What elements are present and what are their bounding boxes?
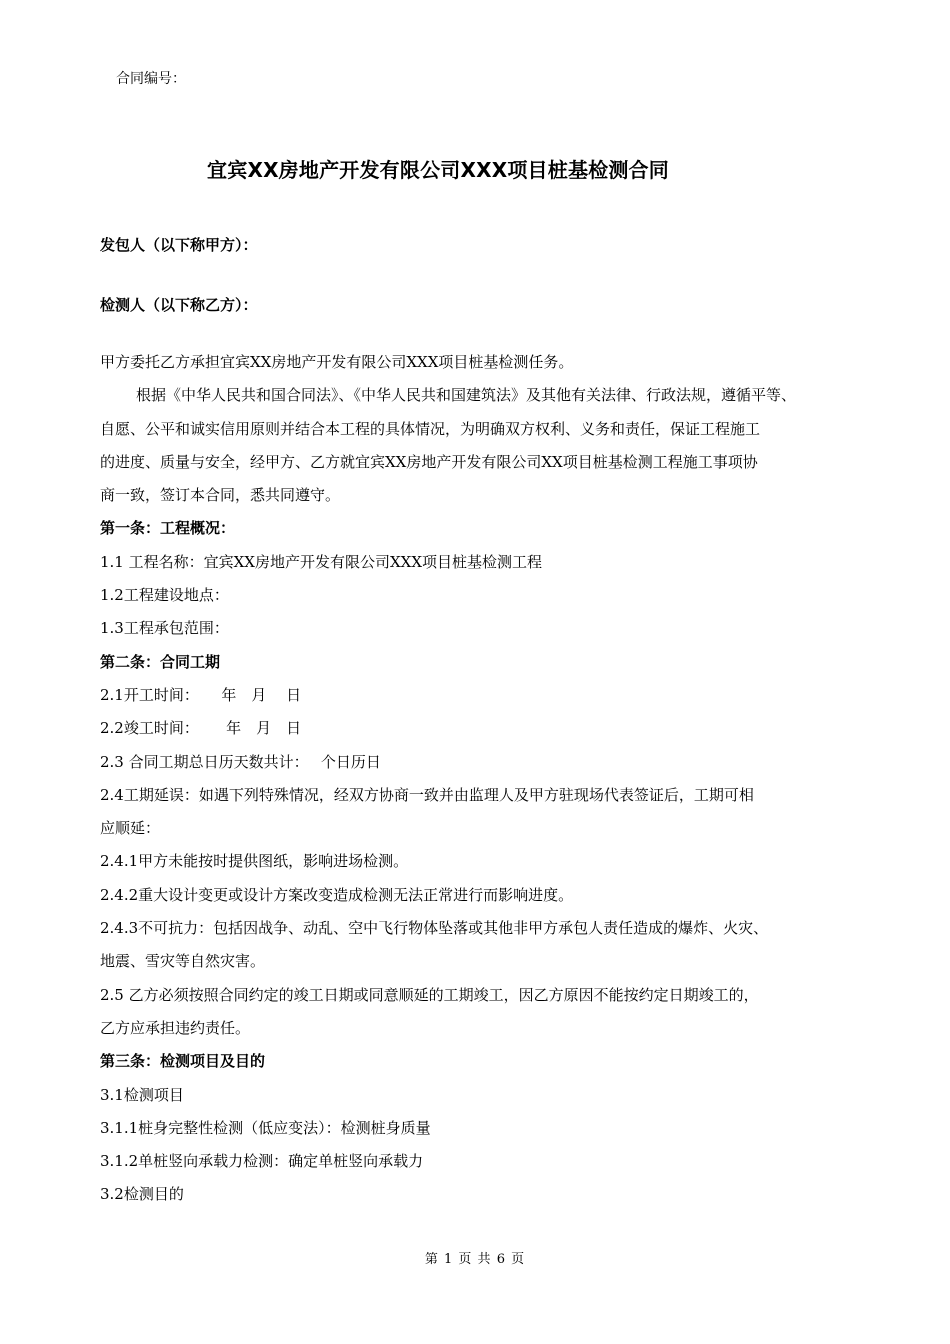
section-heading: 第三条：检测项目及目的 bbox=[100, 1052, 266, 1071]
body-line: 的进度、质量与安全，经甲方、乙方就宜宾XX房地产开发有限公司XX项目桩基检测工程施工事项协 bbox=[100, 452, 758, 471]
body-line: 商一致，签订本合同，悉共同遵守。 bbox=[100, 486, 341, 505]
body-line: 2.4.3不可抗力：包括因战争、动乱、空中飞行物体坠落或其他非甲方承包人责任造成的爆炸、火灾、 bbox=[100, 919, 769, 938]
body-line: 3.1.2单桩竖向承载力检测：确定单桩竖向承载力 bbox=[100, 1152, 424, 1171]
body-line: 1.3工程承包范围： bbox=[100, 619, 229, 638]
body-line: 2.2竣工时间： 年 月 日 bbox=[100, 719, 302, 738]
contract-number-label: 合同编号： bbox=[116, 71, 186, 87]
body-line: 地震、雪灾等自然灾害。 bbox=[100, 952, 266, 971]
page-footer: 第 1 页 共 6 页 bbox=[424, 1252, 526, 1267]
body-line: 2.4工期延误：如遇下列特殊情况，经双方协商一致并由监理人及甲方驻现场代表签证后，工期可相 bbox=[100, 785, 754, 804]
body-line: 2.5 乙方必须按照合同约定的竣工日期或同意顺延的工期竣工，因乙方原因不能按约定日期竣工的， bbox=[100, 985, 759, 1004]
body-line: 甲方委托乙方承担宜宾XX房地产开发有限公司XXX项目桩基检测任务。 bbox=[100, 353, 574, 371]
body-line: 3.1检测项目 bbox=[100, 1085, 184, 1104]
body-line: 1.2工程建设地点： bbox=[100, 586, 229, 605]
body-line: 根据《中华人民共和国合同法》、《中华人民共和国建筑法》及其他有关法律、行政法规，遵循平等、 bbox=[136, 386, 797, 405]
body-line: 2.4.2重大设计变更或设计方案改变造成检测无法正常进行而影响进度。 bbox=[100, 885, 574, 904]
body-line: 3.2检测目的 bbox=[100, 1185, 184, 1204]
section-heading: 第二条：合同工期 bbox=[100, 652, 221, 671]
document-title: 宜宾XX房地产开发有限公司XXX项目桩基检测合同 bbox=[207, 158, 669, 182]
body-line: 1.1 工程名称：宜宾XX房地产开发有限公司XXX项目桩基检测工程 bbox=[100, 552, 543, 571]
party-a-label: 发包人（以下称甲方）： bbox=[100, 236, 258, 254]
body-line: 应顺延： bbox=[100, 819, 161, 838]
body-line: 自愿、公平和诚实信用原则并结合本工程的具体情况，为明确双方权利、义务和责任，保证工程施工 bbox=[100, 419, 761, 438]
body-line: 乙方应承担违约责任。 bbox=[100, 1018, 251, 1037]
party-b-label: 检测人（以下称乙方）： bbox=[100, 296, 258, 314]
contract-body bbox=[100, 346, 870, 1212]
body-line: 2.3 合同工期总日历天数共计： 个日历日 bbox=[100, 752, 381, 771]
section-heading: 第一条：工程概况： bbox=[100, 519, 236, 538]
body-line: 2.4.1甲方未能按时提供图纸，影响进场检测。 bbox=[100, 852, 409, 871]
body-line: 2.1开工时间： 年 月 日 bbox=[100, 685, 302, 704]
body-line: 3.1.1桩身完整性检测（低应变法）：检测桩身质量 bbox=[100, 1118, 431, 1137]
